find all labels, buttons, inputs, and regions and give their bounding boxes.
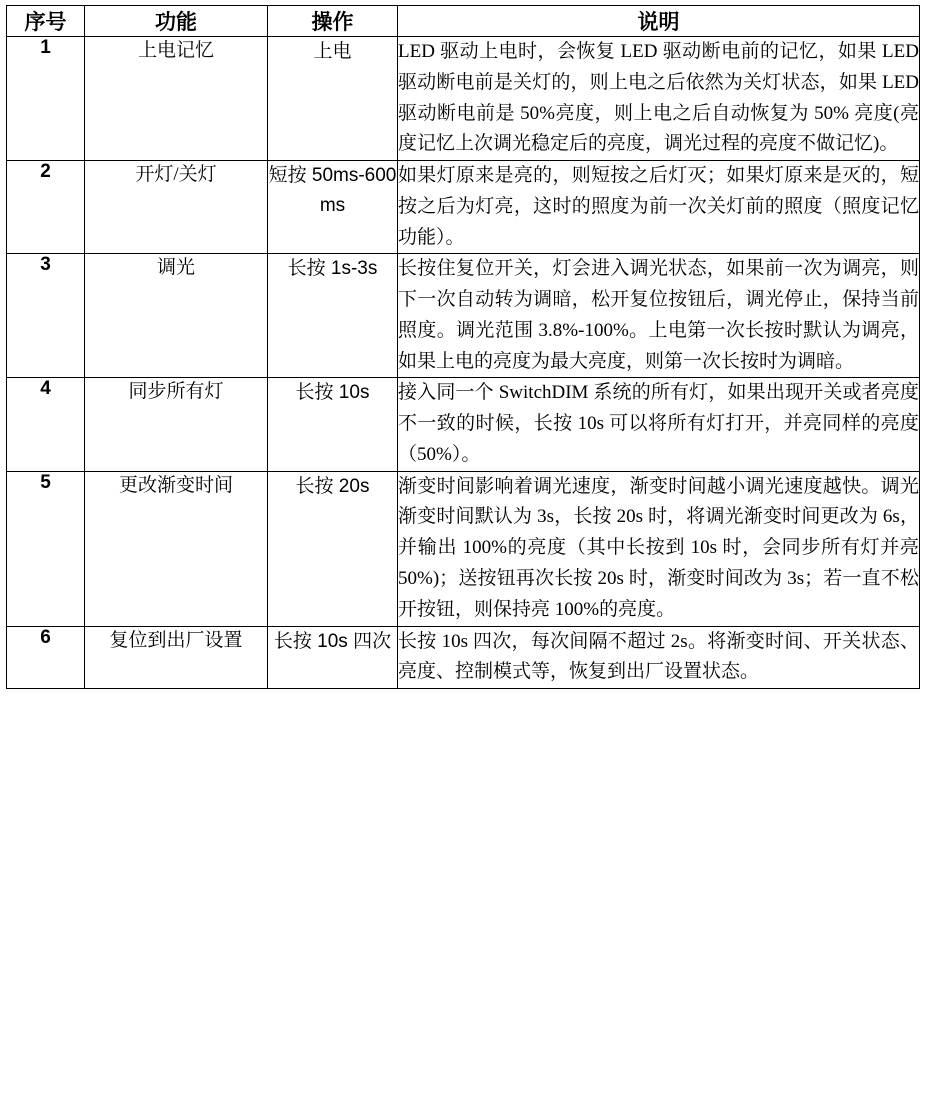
row-description: LED 驱动上电时，会恢复 LED 驱动断电前的记忆，如果 LED 驱动断电前是关灯的，则上电之后依然为关灯状态，如果 LED 驱动断电前是 50%亮度，则上电之后自动恢复为 50% 亮度(亮度记忆上次调光稳定后的亮度，调光过程的亮度不做记忆)。: [398, 37, 920, 161]
row-description: 长按 10s 四次，每次间隔不超过 2s。将渐变时间、开关状态、亮度、控制模式等，恢复到出厂设置状态。: [398, 626, 920, 689]
function-description-table: [6, 5, 920, 689]
row-description: 渐变时间影响着调光速度，渐变时间越小调光速度越快。调光渐变时间默认为 3s，长按 20s 时，将调光渐变时间更改为 6s，并输出 100%的亮度（其中长按到 10s 时，会同步所有灯并亮 50%)；送按钮再次长按 20s 时，渐变时间改为 3s；若一直不松开按钮，则保持亮 100%的亮度。: [398, 471, 920, 626]
table-row: [7, 37, 920, 161]
row-operation: 短按 50ms-600 ms: [268, 161, 398, 254]
row-seq: 2: [7, 161, 85, 254]
table-row: [7, 161, 920, 254]
row-function: 开灯/关灯: [85, 161, 268, 254]
row-operation: 上电: [268, 37, 398, 161]
header-cell-description: 说明: [398, 6, 920, 37]
row-operation: 长按 10s 四次: [268, 626, 398, 689]
row-description: 长按住复位开关，灯会进入调光状态，如果前一次为调亮，则下一次自动转为调暗，松开复位按钮后，调光停止，保持当前照度。调光范围 3.8%-100%。上电第一次长按时默认为调亮，如果上电的亮度为最大亮度，则第一次长按时为调暗。: [398, 254, 920, 378]
table-row: [7, 254, 920, 378]
row-function: 上电记忆: [85, 37, 268, 161]
row-function: 同步所有灯: [85, 378, 268, 471]
header-cell-operation: 操作: [268, 6, 398, 37]
table-row: [7, 378, 920, 471]
row-operation: 长按 10s: [268, 378, 398, 471]
header-cell-seq: 序号: [7, 6, 85, 37]
table-row: [7, 626, 920, 689]
row-operation: 长按 20s: [268, 471, 398, 626]
row-function: 复位到出厂设置: [85, 626, 268, 689]
row-seq: 1: [7, 37, 85, 161]
row-description: 如果灯原来是亮的，则短按之后灯灭；如果灯原来是灭的，短按之后为灯亮，这时的照度为前一次关灯前的照度（照度记忆功能）。: [398, 161, 920, 254]
row-operation: 长按 1s-3s: [268, 254, 398, 378]
row-function: 更改渐变时间: [85, 471, 268, 626]
table-header-row: [7, 6, 920, 37]
row-seq: 5: [7, 471, 85, 626]
row-seq: 6: [7, 626, 85, 689]
header-cell-function: 功能: [85, 6, 268, 37]
row-function: 调光: [85, 254, 268, 378]
table-row: [7, 471, 920, 626]
row-seq: 4: [7, 378, 85, 471]
row-seq: 3: [7, 254, 85, 378]
row-description: 接入同一个 SwitchDIM 系统的所有灯，如果出现开关或者亮度不一致的时候，长按 10s 可以将所有灯打开，并亮同样的亮度（50%）。: [398, 378, 920, 471]
